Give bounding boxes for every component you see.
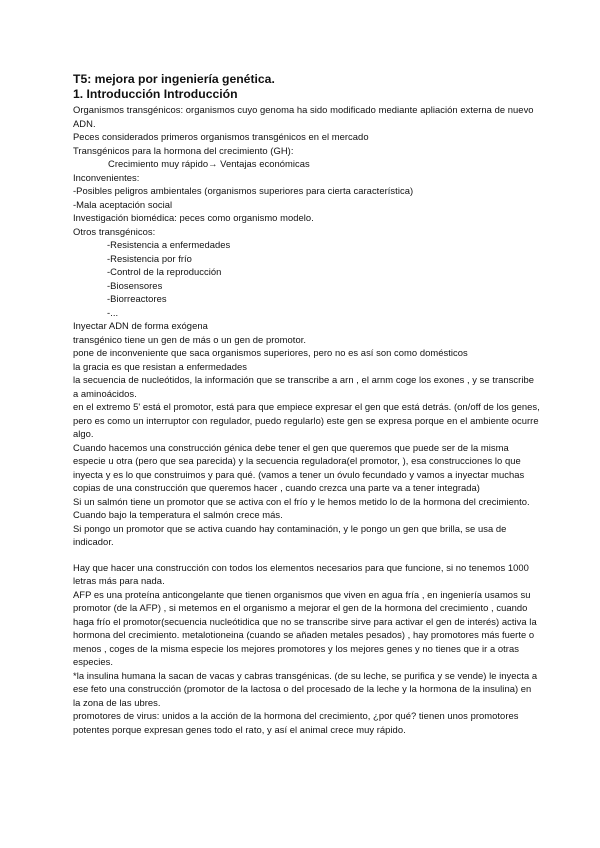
list-item-drawback: -Mala aceptación social bbox=[73, 198, 173, 210]
paragraph-extra-gene: transgénico tiene un gen de más o un gen de promotor. bbox=[73, 333, 307, 345]
paragraph-biomedical: Investigación biomédica: peces como organismo modelo. bbox=[73, 212, 314, 223]
paragraph-construction: Cuando hacemos una construcción génica debe tener el gen que queremos que puede ser de la misma especie u otra (pero que sea parecida) y la secuencia reguladora(el promotor, ), esa construcciones lo que inyecta y es lo que construimos y para qué. (vamos a tener un óvulo fecundado y vamos a inyectar muchas copias de una construcción que queremos hacer , cuando crezca una parte va a tener integrada) bbox=[73, 441, 525, 493]
paragraph-virus-promoters: promotores de virus: unidos a la acción de la hormona del crecimiento, ¿por qué? tienen unos promotores potentes porque expresan genes todo el rato, y así el animal crece muy rápido. bbox=[73, 710, 519, 735]
list-item-other: -... bbox=[107, 306, 119, 318]
paragraph-inject: Inyectar ADN de forma exógena bbox=[73, 320, 208, 331]
paragraph-promoter: en el extremo 5' está el promotor, está para que empiece expresar el gen que está detrás. (on/off de los genes, pero es como un interruptor con regulador, puedo regularlo) este gen se expresa porque en el ambiente ocurre algo. bbox=[73, 401, 540, 439]
paragraph-gh-advantage: Crecimiento muy rápido→ Ventajas económicas bbox=[108, 158, 310, 169]
paragraph-resistance: la gracia es que resistan a enfermedades bbox=[73, 360, 247, 372]
list-item-other: -Resistencia por frío bbox=[107, 252, 192, 264]
paragraph-indicator: Si pongo un promotor que se activa cuando hay contaminación, y le pongo un gen que brilla, se usa de indicador. bbox=[73, 522, 507, 547]
paragraph-definition: Organismos transgénicos: organismos cuyo genoma ha sido modificado mediante apliación externa de nuevo ADN. bbox=[73, 104, 534, 129]
list-item-other: -Control de la reproducción bbox=[107, 266, 222, 277]
paragraph-elements: Hay que hacer una construcción con todos los elementos necesarios para que funcione, si no tenemos 1000 letras más para nada. bbox=[73, 561, 529, 586]
paragraph-afp: AFP es una proteína anticongelante que tienen organismos que viven en agua fría , en ingeniería usamos su promotor (de la AFP) , si metemos en el organismo a mejorar el gen de la hormona del crecimiento , cuando haga frío el promotor(secuencia nucleótidica que no se transcribe sirve para activar el gen de interés) activa la hormona del crecimiento. metalotioneina (cuando se añaden metales pesados) , hay promotores más fuerte o menos , coges de la misma especie los mejores promotores y los mejores genes y no tienes que ir a otras especies. bbox=[73, 588, 537, 667]
paragraph-insulin: *la insulina humana la sacan de vacas y cabras transgénicas. (de su leche, se purifica y se vende) le inyecta a ese feto una construcción (promotor de la lactosa o del procesado de la leche y la hormona de la insulina) en la zona de las ubres. bbox=[73, 669, 538, 708]
list-item-other: -Resistencia a enfermedades bbox=[107, 239, 231, 250]
spacer bbox=[73, 549, 540, 561]
paragraph-gh: Transgénicos para la hormona del crecimiento (GH): bbox=[73, 144, 294, 156]
list-item-other: -Biorreactores bbox=[107, 293, 167, 304]
paragraph-fish-market: Peces considerados primeros organismos transgénicos en el mercado bbox=[73, 131, 369, 142]
paragraph-inconvenient: pone de inconveniente que saca organismos superiores, pero no es así son como domésticos bbox=[73, 347, 468, 358]
paragraph-sequence: la secuencia de nucleótidos, la información que se transcribe a arn , el arnm coge los exones , y se transcribe a aminoácidos. bbox=[73, 374, 535, 399]
paragraph-drawbacks-heading: Inconvenientes: bbox=[73, 171, 140, 183]
list-item-other: -Biosensores bbox=[107, 279, 163, 291]
section-heading: 1. Introducción Introducción bbox=[73, 87, 238, 101]
paragraph-other-heading: Otros transgénicos: bbox=[73, 225, 156, 237]
list-item-drawback: -Posibles peligros ambientales (organismos superiores para cierta característica) bbox=[73, 185, 414, 196]
paragraph-salmon: Si un salmón tiene un promotor que se activa con el frío y le hemos metido lo de la hormona del crecimiento. Cuando bajo la temperatura el salmón crece más. bbox=[73, 495, 530, 520]
document-title: T5: mejora por ingeniería genética. bbox=[73, 72, 275, 86]
